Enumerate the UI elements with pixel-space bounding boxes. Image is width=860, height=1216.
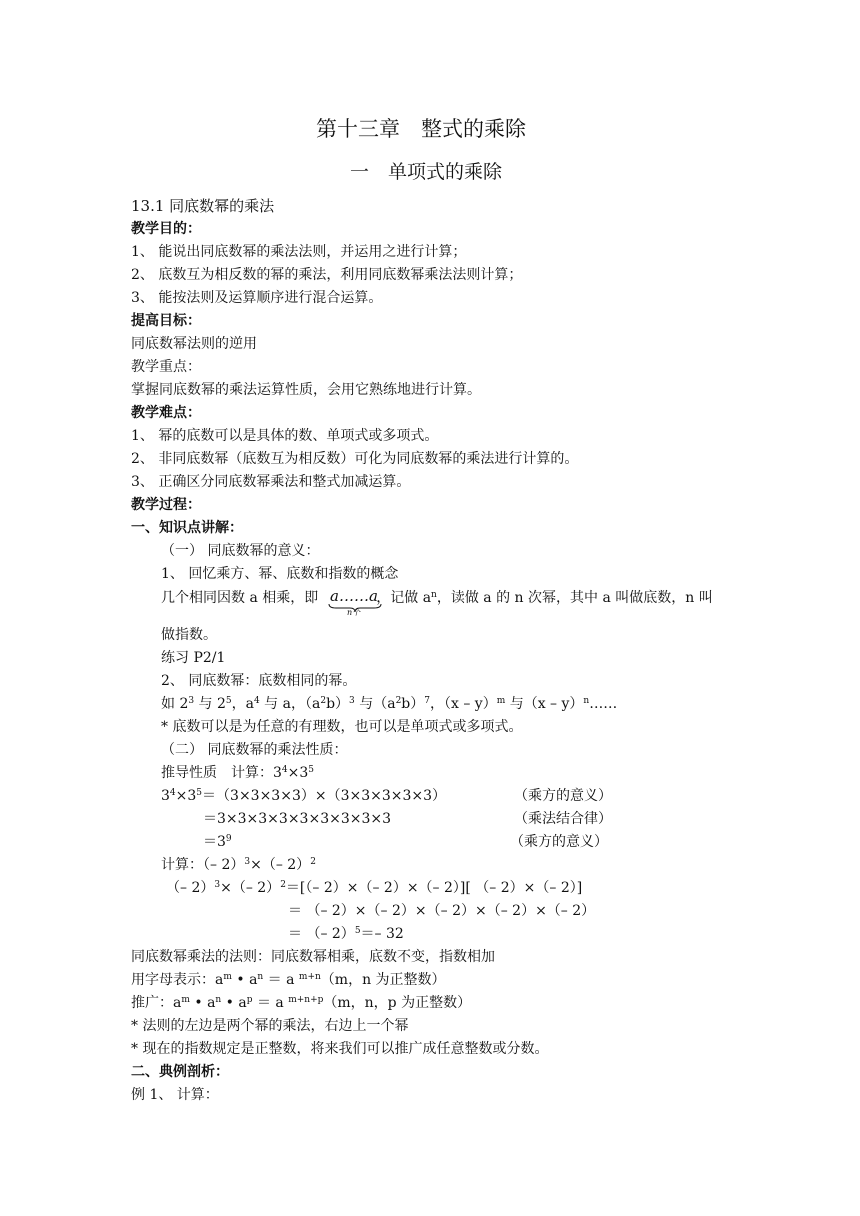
underbrace-label: n个 [347, 608, 361, 617]
same-base-def: 2、 同底数幂：底数相同的幂。 [161, 673, 357, 689]
derive-line: 推导性质 计算：$3^4\times 3^5$ [161, 765, 315, 781]
goal-item: 1、 能说出同底数幂的乘法法则，并运用之进行计算； [131, 244, 467, 260]
calc2-line-3: ＝ （– 2）$^5$＝– 32 [288, 926, 404, 942]
rule-letters: 用字母表示：$a^m$ • $a^n = a$ $^{m+n}$（m，n 为正整数） [131, 972, 446, 988]
key-text: 掌握同底数幂的乘法运算性质，会用它熟练地进行计算。 [131, 382, 481, 398]
part2-heading: 二、典例剖析： [131, 1064, 229, 1080]
calc2-heading: 计算：（– 2）$^3$×（– 2）$^2$ [161, 857, 316, 873]
calc2-line-1: （– 2）$^3$×（– 2）$^2$＝[（– 2）×（– 2）×（– 2）][ （– 2）×（– 2）] [166, 880, 583, 896]
subsection-1: （一） 同底数幂的意义： [161, 543, 320, 559]
definition-suffix-2: ，读做 a 的 n 次幂，其中 a 叫做底数，n 叫 [436, 590, 713, 606]
section-heading: 13.1 同底数幂的乘法 [131, 197, 275, 215]
calc1-reason-1: （乘方的意义） [514, 788, 612, 804]
definition-expression: a……a [330, 587, 378, 605]
difficulty-item: 3、 正确区分同底数幂乘法和整式加减运算。 [131, 474, 411, 490]
process-heading: 教学过程： [131, 497, 201, 513]
calc2-line-2: ＝ （– 2）×（– 2）×（– 2）×（– 2）×（– 2） [288, 903, 596, 919]
goal-item: 2、 底数互为相反数的幂的乘法，利用同底数幂乘法法则计算； [131, 267, 523, 283]
definition-continued: 做指数。 [161, 627, 217, 643]
rule-statement: 同底数幂乘法的法则：同底数幂相乘，底数不变，指数相加 [131, 949, 495, 965]
difficulty-item: 2、 非同底数幂（底数互为相反数）可化为同底数幂的乘法进行计算的。 [131, 451, 579, 467]
goal-item: 3、 能按法则及运算顺序进行混合运算。 [131, 290, 383, 306]
part1-heading: 一、知识点讲解： [131, 520, 243, 536]
note-exponent: * 现在的指数规定是正整数，将来我们可以推广成任意整数或分数。 [131, 1041, 549, 1057]
practice-ref: 练习 P2/1 [161, 650, 226, 666]
subsection-2: （二） 同底数幂的乘法性质： [161, 742, 348, 758]
note-left-right: * 法则的左边是两个幂的乘法，右边上一个幂 [131, 1018, 409, 1034]
rule-extension: 推广：$a^m$ • $a^n$ • $a^p = a$ $^{m+n+p}$（m，n，p 为正整数） [131, 995, 472, 1011]
calc1-line-1: $3^4\times 3^5=(3\times 3\times 3\times 3)\times(3\times 3\times 3\times 3\times 3)$ [161, 788, 447, 804]
lesson-subtitle: 一 单项式的乘除 [350, 161, 503, 183]
calc1-reason-2: （乘法结合律） [514, 811, 612, 827]
goal-heading: 教学目的： [131, 221, 201, 237]
chapter-title: 第十三章 整式的乘除 [316, 117, 526, 141]
example-1: 例 1、 计算： [131, 1087, 219, 1103]
definition-line [161, 589, 713, 607]
examples-line: 如 $2^3$ 与 $2^5$，$a^4$ 与 a，$(a^2b)^3$ 与$(a^2b)^7$，（x – y）$^m$ 与（x – y）$^n$…… [161, 696, 618, 712]
definition-exponent: n [431, 590, 437, 600]
definition-prefix: 几个相同因数 a 相乘，即 [161, 590, 319, 606]
recall-line: 1、 回忆乘方、幂、底数和指数的概念 [161, 566, 399, 582]
calc1-line-2: ＝3×3×3×3×3×3×3×3×3 [203, 811, 392, 827]
difficulty-item: 1、 幂的底数可以是具体的数、单项式或多项式。 [131, 428, 439, 444]
improve-text: 同底数幂法则的逆用 [131, 336, 257, 352]
difficulty-heading: 教学难点： [131, 405, 201, 421]
calc1-reason-3: （乘方的意义） [510, 834, 608, 850]
key-heading: 教学重点： [131, 359, 201, 375]
improve-heading: 提高目标： [131, 313, 201, 329]
calc1-line-3: $=3^9$ [203, 834, 232, 850]
definition-suffix: ，记做 a [376, 590, 432, 606]
note-any-base: * 底数可以是为任意的有理数，也可以是单项式或多项式。 [161, 719, 523, 735]
